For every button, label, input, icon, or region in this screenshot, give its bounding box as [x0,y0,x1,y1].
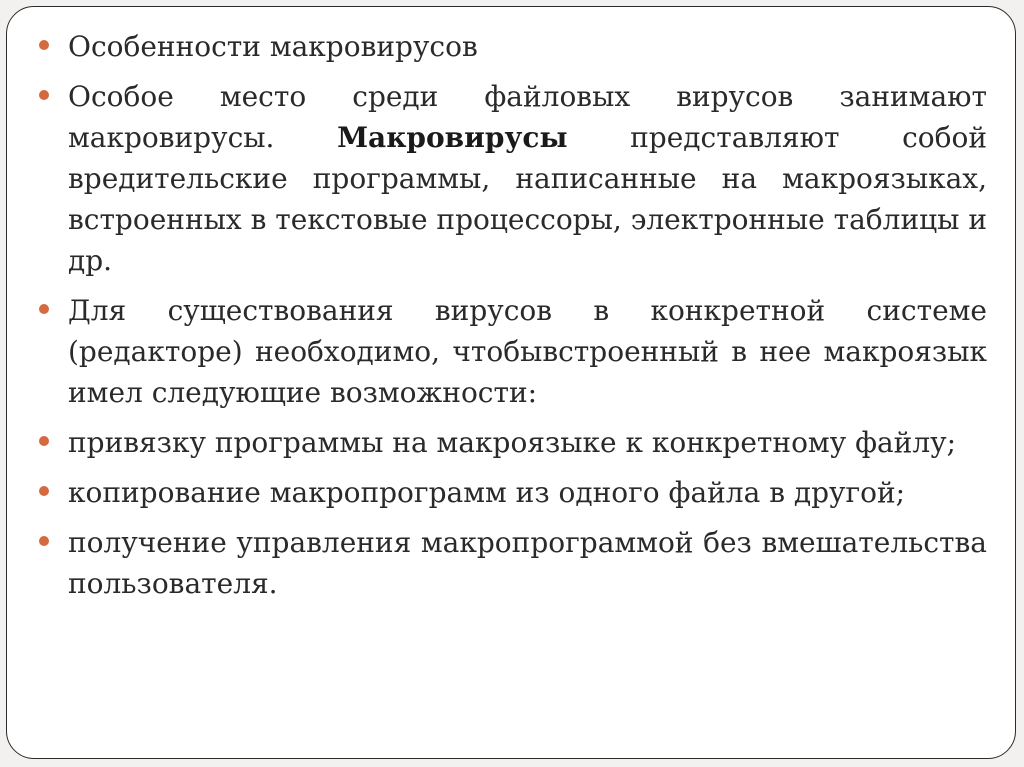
item-text-bold-term: Макровирусы [337,121,568,154]
bullet-dot-icon [39,536,49,546]
list-item [37,472,987,513]
item-text-before: Особое место среди файловых вирусов занимают макровирусы. [68,80,987,154]
list-item [37,290,987,413]
item-text-after: представляют собой вредительские программы, написанные на макроязыках, встроенных в текстовые процессоры, электронные таблицы и др. [68,121,987,277]
bullet-dot-icon [39,436,49,446]
item-text: получение управления макропрограммой без вмешательства пользователя. [68,526,987,600]
list-item [37,26,987,67]
list-item [37,76,987,281]
item-text: Для существования вирусов в конкретной системе (редакторе) необходимо, чтобывстроенный в нее макроязык имел следующие возможности: [68,294,987,409]
bullet-list [37,26,987,613]
list-item [37,522,987,604]
list-item [37,422,987,463]
bullet-dot-icon [39,40,49,50]
bullet-dot-icon [39,90,49,100]
item-text: копирование макропрограмм из одного файла в другой; [68,476,906,509]
item-text: Особенности макровирусов [68,30,478,63]
bullet-dot-icon [39,486,49,496]
bullet-dot-icon [39,304,49,314]
item-text: привязку программы на макроязыке к конкретному файлу; [68,426,957,459]
